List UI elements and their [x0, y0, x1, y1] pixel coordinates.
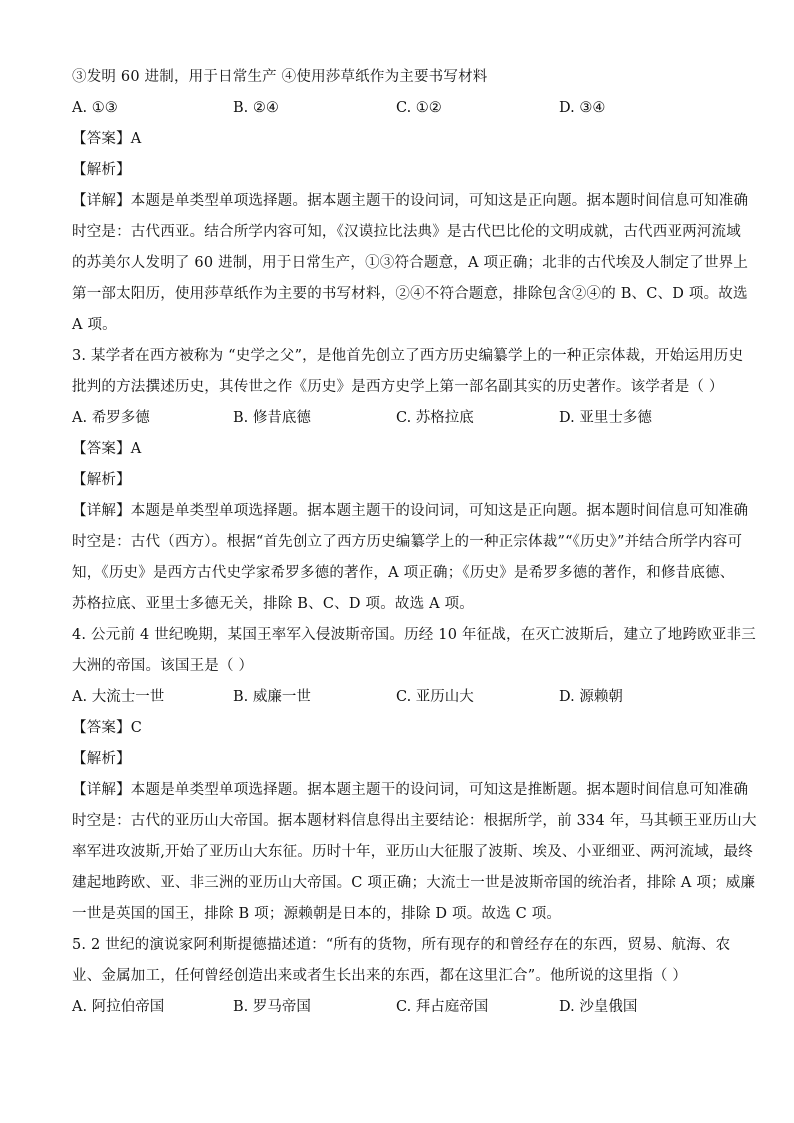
question-3-stem: 批判的方法撰述历史，其传世之作《历史》是西方史学上第一部名副其实的历史著作。该学者是（ ）	[72, 379, 724, 395]
detail-line: 【详解】本题是单类型单项选择题。据本题主题干的设问词，可知这是正向题。据本题时间信息可知准确	[72, 193, 749, 209]
answer-label: 【答案】A	[72, 131, 142, 147]
option-c: C. 苏格拉底	[396, 410, 474, 426]
option-d: D. 源赖朝	[559, 689, 623, 705]
option-c: C. ①②	[396, 100, 442, 116]
question-4-stem: 4. 公元前 4 世纪晚期，某国王率军入侵波斯帝国。历经 10 年征战，在灭亡波斯后，建立了地跨欧亚非三	[72, 627, 756, 643]
question-5-stem: 业、金属加工，任何曾经创造出来或者生长出来的东西，都在这里汇合”。他所说的这里指（ ）	[72, 968, 688, 984]
option-d: D. ③④	[559, 100, 606, 116]
option-d: D. 沙皇俄国	[559, 999, 638, 1015]
answer-label: 【答案】A	[72, 441, 142, 457]
detail-line: 率军进攻波斯,开始了亚历山大东征。历时十年，亚历山大征服了波斯、埃及、小亚细亚、两河流域，最终	[72, 844, 754, 860]
detail-line: 时空是：古代西亚。结合所学内容可知，《汉谟拉比法典》是古代巴比伦的文明成就，古代西亚两河流域	[72, 224, 741, 240]
document-page	[72, 62, 757, 1023]
question-5-options	[72, 992, 722, 1023]
question-2-options	[72, 93, 722, 124]
detail-line: 时空是：古代（西方）。根据“首先创立了西方历史编纂学上的一种正宗体裁”“《历史》”并结合所学内容可	[72, 534, 743, 550]
option-b: B. 威廉一世	[233, 689, 311, 705]
question-5-stem: 5. 2 世纪的演说家阿利斯提德描述道：“所有的货物，所有现存的和曾经存在的东西，贸易、航海、农	[72, 937, 731, 953]
option-b: B. 罗马帝国	[233, 999, 311, 1015]
option-a: A. 希罗多德	[72, 410, 150, 426]
detail-line: 的苏美尔人发明了 60 进制，用于日常生产，①③符合题意，A 项正确；北非的古代埃及人制定了世界上	[72, 255, 749, 271]
option-c: C. 拜占庭帝国	[396, 999, 489, 1015]
detail-line: 一世是英国的国王，排除 B 项；源赖朝是日本的，排除 D 项。故选 C 项。	[72, 906, 562, 922]
analysis-label: 【解析】	[72, 162, 131, 178]
detail-line: 【详解】本题是单类型单项选择题。据本题主题干的设问词，可知这是正向题。据本题时间信息可知准确	[72, 503, 749, 519]
answer-label: 【答案】C	[72, 720, 143, 736]
detail-line: A 项。	[72, 317, 117, 333]
detail-line: 时空是：古代的亚历山大帝国。据本题材料信息得出主要结论：根据所学，前 334 年，马其顿王亚历山大	[72, 813, 757, 829]
detail-line: 第一部太阳历，使用莎草纸作为主要的书写材料，②④不符合题意，排除包含②④的 B、C、D 项。故选	[72, 286, 748, 302]
analysis-label: 【解析】	[72, 751, 131, 767]
question-4-options	[72, 682, 722, 713]
detail-line: 知，《历史》是西方古代史学家希罗多德的著作，A 项正确；《历史》是希罗多德的著作，和修昔底德、	[72, 565, 735, 581]
question-4-stem: 大洲的帝国。该国王是（ ）	[72, 658, 254, 674]
option-c: C. 亚历山大	[396, 689, 474, 705]
option-a: A. 大流士一世	[72, 689, 165, 705]
question-3-options	[72, 403, 722, 434]
option-b: B. 修昔底德	[233, 410, 311, 426]
option-a: A. ①③	[72, 100, 118, 116]
detail-line: 建起地跨欧、亚、非三洲的亚历山大帝国。C 项正确；大流士一世是波斯帝国的统治者，排除 A 项；威廉	[72, 875, 756, 891]
analysis-label: 【解析】	[72, 472, 131, 488]
question-3-stem: 3. 某学者在西方被称为 “史学之父”，是他首先创立了西方历史编纂学上的一种正宗体裁，开始运用历史	[72, 348, 744, 364]
detail-line: 苏格拉底、亚里士多德无关，排除 B、C、D 项。故选 A 项。	[72, 596, 474, 612]
option-b: B. ②④	[233, 100, 279, 116]
option-a: A. 阿拉伯帝国	[72, 999, 165, 1015]
detail-line: 【详解】本题是单类型单项选择题。据本题主题干的设问词，可知这是推断题。据本题时间信息可知准确	[72, 782, 749, 798]
question-2-statement: ③发明 60 进制，用于日常生产 ④使用莎草纸作为主要书写材料	[72, 69, 488, 85]
option-d: D. 亚里士多德	[559, 410, 652, 426]
